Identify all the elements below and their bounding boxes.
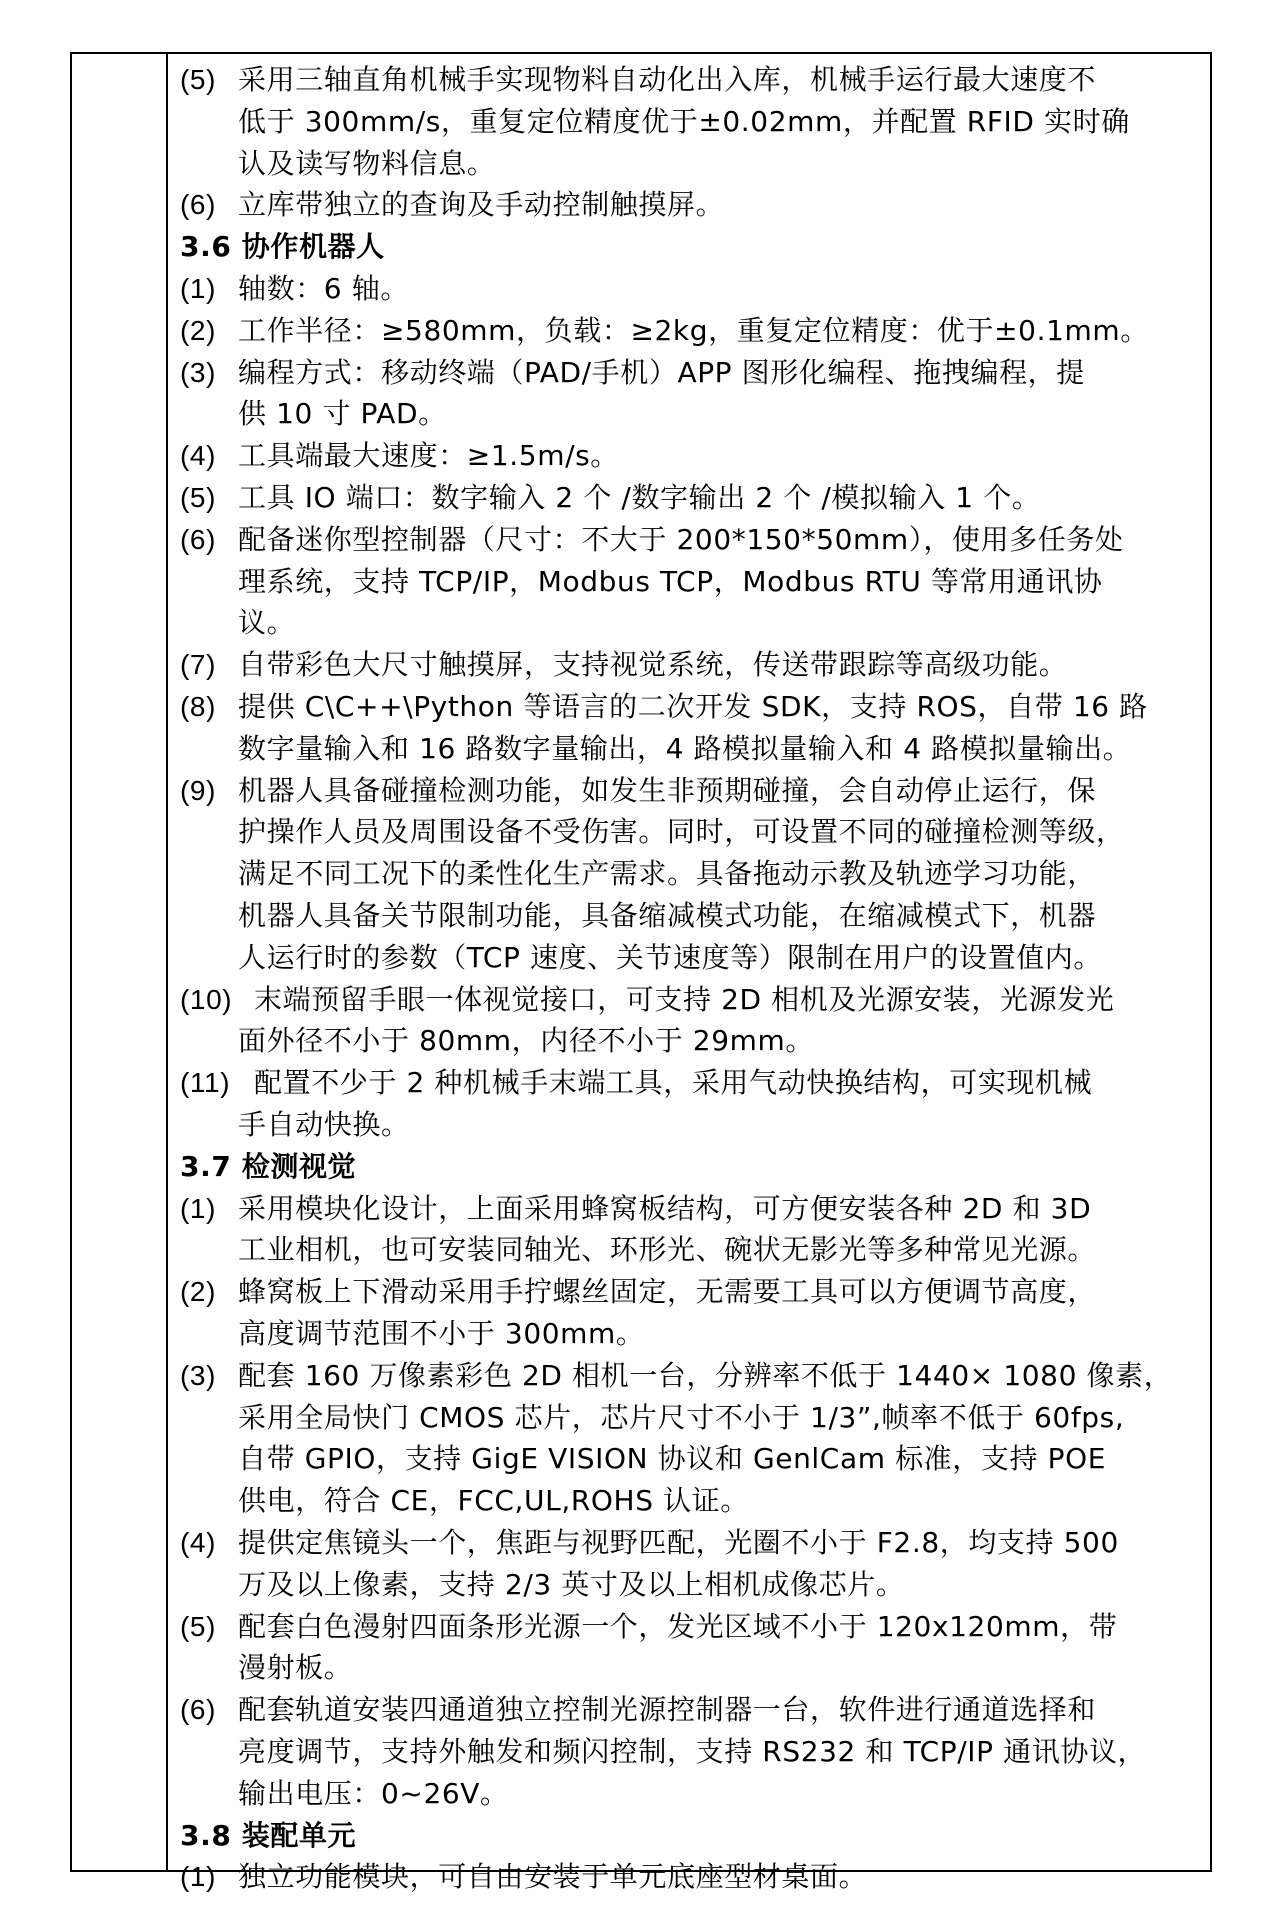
list-item-cont: 议。 xyxy=(238,606,296,640)
list-item-cont: 手自动快换。 xyxy=(238,1108,410,1141)
list-item-cont: 输出电压：0~26V。 xyxy=(238,1776,509,1810)
list-item-cont: 护操作人员及周围设备不受伤害。同时，可设置不同的碰撞检测等级， xyxy=(238,815,1125,849)
list-item-cont: 高度调节范围不小于 300mm。 xyxy=(238,1317,645,1350)
list-item-cont: 采用全局快门 CMOS 芯片，芯片尺寸不小于 1/3”,帧率不低于 60fps, xyxy=(238,1400,1125,1434)
list-item-cont: 人运行时的参数（TCP 速度、关节速度等）限制在用户的设置值内。 xyxy=(238,940,1103,974)
list-item-cont: 低于 300mm/s，重复定位精度优于±0.02mm，并配置 RFID 实时确 xyxy=(238,104,1130,138)
list-item-cont: 理系统，支持 TCP/IP，Modbus TCP，Modbus RTU 等常用通讯协 xyxy=(238,564,1103,598)
table-left-column xyxy=(72,54,168,1870)
spec-table: (5) 采用三轴直角机械手实现物料自动化出入库，机械手运行最大速度不 低于 300mm/s，重复定位精度优于±0.02mm，并配置 RFID 实时确 认及读写物料信息。 (6) 立库带独立的查询及手动控制触摸屏。 3.6 协作机器人 (1) 轴数：6 轴。 (2) 工作半径：≥580mm，负载：≥2kg，重复定位精度：优于±0.1mm。 (3) 编程方式：移动终端（PAD/手机）APP 图形化编程、拖拽编程，提 供 10 寸 PAD。 (4) 工具端最大速度：≥1.5m/s。 (5) 工具 IO 端口：数字输入 2 个 /数字输出 2 个 /模拟输入 1 个。 (6) 配备迷你型控制器（尺寸：不大于 200*150*50mm），使用多任务处 理系统，支持 TCP/IP，Modbus TCP，Modbus RTU 等常用通讯协 议。 (7) 自带彩色大尺寸触摸屏，支持视觉系统，传送带跟踪等高级功能。 (8) 提供 C\C++\Python 等语言的二次开发 SDK，支持 ROS，自带 16 路 数字量输入和 16 路数字量输出，4 路模拟量输入和 4 路模拟量输出。 (9) 机器人具备碰撞检测功能，如发生非预期碰撞，会自动停止运行，保 护操作人员及周围设备不受伤害。同时，可设置不同的碰撞检测等级， 满足不同工况下的柔性化生产需求。具备拖动示教及轨迹学习功能， 机器人具备关节限制功能，具备缩减模式功能，在缩减模式下，机器 人运行时的参数（TCP 速度、关节速度等）限制在用户的设置值内。 (10) 末端预留手眼一体视觉接口，可支持 2D 相机及光源安装，光源发光 面外径不小于 80mm，内径不小于 29mm。 (11) 配置不少于 2 种机械手末端工具，采用气动快换结构，可实现机械 手自动快换。 3.7 检测视觉 (1) 采用模块化设计，上面采用蜂窝板结构，可方便安装各种 2D 和 3D 工业相机，也可安装同轴光、环形光、碗状无影光等多种常见光源。 (2) 蜂窝板上下滑动采用手拧螺丝固定，无需要工具可以方便调节高度， 高度调节范围不小于 300mm。 (3) 配套 160 万像素彩色 2D 相机一台，分辨率不低于 1440× 1080 像素， 采用全局快门 CMOS 芯片，芯片尺寸不小于 1/3”,帧率不低于 60fps, 自带 GPIO，支持 GigE VISION 协议和 GenlCam 标准，支持 POE 供电，符合 CE，FCC,UL,ROHS 认证。 (4) 提供定焦镜头一个，焦距与视野匹配，光圈不小于 F2.8，均支持 500 万及以上像素，支持 2/3 英寸及以上相机成像芯片。 (5) 配套白色漫射四面条形光源一个，发光区域不小于 120x120mm，带 漫射板。 (6) 配套轨道安装四通道独立控制光源控制器一台，软件进行通道选择和 亮度调节，支持外触发和频闪控制，支持 RS232 和 TCP/IP 通讯协议， 输出电压：0~26V。 3.8 装配单元 (1) 独立功能模块，可自由安装于单元底座型材桌面。 xyxy=(70,52,1212,1872)
list-item-cont: 供电，符合 CE，FCC,UL,ROHS 认证。 xyxy=(238,1484,749,1518)
section-heading: 3.7 检测视觉 xyxy=(180,1149,357,1183)
list-item-cont: 供 10 寸 PAD。 xyxy=(238,397,447,431)
list-item-cont: 漫射板。 xyxy=(238,1651,353,1685)
list-item-cont: 数字量输入和 16 路数字量输出，4 路模拟量输入和 4 路模拟量输出。 xyxy=(238,731,1132,765)
list-item-cont: 万及以上像素，支持 2/3 英寸及以上相机成像芯片。 xyxy=(238,1567,905,1601)
list-item-cont: 满足不同工况下的柔性化生产需求。具备拖动示教及轨迹学习功能， xyxy=(238,857,1097,891)
list-item-cont: 亮度调节，支持外触发和频闪控制，支持 RS232 和 TCP/IP 通讯协议， xyxy=(238,1735,1147,1768)
section-heading: 3.8 装配单元 xyxy=(180,1818,357,1852)
list-item-cont: 认及读写物料信息。 xyxy=(238,146,496,180)
list-item-cont: 自带 GPIO，支持 GigE VISION 协议和 GenlCam 标准，支持 POE xyxy=(238,1442,1107,1476)
list-item-cont: 工业相机，也可安装同轴光、环形光、碗状无影光等多种常见光源。 xyxy=(238,1233,1097,1267)
section-heading: 3.6 协作机器人 xyxy=(180,230,385,264)
list-item-cont: 面外径不小于 80mm，内径不小于 29mm。 xyxy=(238,1024,814,1058)
list-item-cont: 机器人具备关节限制功能，具备缩减模式功能，在缩减模式下，机器 xyxy=(238,899,1097,932)
